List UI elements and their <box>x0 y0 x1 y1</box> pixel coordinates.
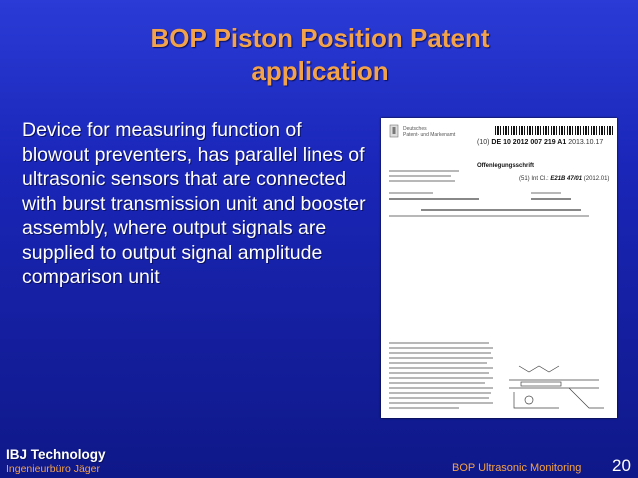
fine-print-line <box>389 175 451 177</box>
fine-print-line <box>389 170 459 172</box>
patent-office-line-2: Patent- und Markenamt <box>403 132 456 138</box>
patent-ipc-class: E21B 47/01 <box>550 176 583 182</box>
patent-office-line-1: Deutsches <box>403 126 427 132</box>
patent-number-date: 2013.10.17 <box>568 139 604 146</box>
patent-ipc <box>519 176 609 182</box>
fine-print-line <box>421 209 581 211</box>
abstract-line <box>389 372 489 374</box>
slide-body-text: Device for measuring function of blowout preventers, has parallel lines of ultrasonic sensors that are connected with burst transmission unit and booster assembly, where output signals are supplied to output signal amplitude comparison unit <box>22 119 366 288</box>
slide-title <box>60 22 580 88</box>
fine-print-line <box>531 192 561 194</box>
abstract-line <box>389 382 485 384</box>
abstract-line <box>389 347 493 349</box>
fine-print-line <box>389 198 479 200</box>
title-line-2: application <box>251 56 389 86</box>
abstract-line <box>389 392 491 394</box>
patent-number-prefix: (10) <box>477 139 490 146</box>
abstract-line <box>389 402 493 404</box>
page-number: 20 <box>612 456 631 475</box>
footer-subtitle: Ingenieurbüro Jäger <box>6 463 100 475</box>
abstract-line <box>389 377 493 379</box>
patent-ipc-prefix: (51) Int Cl.: <box>519 176 549 182</box>
fine-print-line <box>389 192 433 194</box>
fine-print-line <box>389 180 455 182</box>
footer-section-label: BOP Ultrasonic Monitoring <box>452 462 582 474</box>
patent-number-value: DE 10 2012 007 219 A1 <box>491 139 567 146</box>
patent-kind: Offenlegungsschrift <box>477 163 535 169</box>
abstract-line <box>389 362 487 364</box>
patent-drawing <box>499 358 613 414</box>
patent-document-image <box>381 118 617 418</box>
abstract-line <box>389 352 491 354</box>
abstract-line <box>389 342 489 344</box>
abstract-line <box>389 367 493 369</box>
eagle-seal-icon <box>388 124 400 138</box>
fine-print-line <box>531 198 571 200</box>
abstract-line <box>389 397 489 399</box>
patent-ipc-date: (2012.01) <box>583 176 610 182</box>
footer-brand: IBJ Technology <box>6 447 106 462</box>
abstract-line <box>389 357 493 359</box>
barcode <box>495 126 613 135</box>
fine-print-line <box>389 215 589 217</box>
abstract-line <box>389 387 493 389</box>
abstract-line <box>389 407 459 409</box>
patent-number <box>477 139 603 146</box>
patent-office-name <box>403 126 455 138</box>
title-line-1: BOP Piston Position Patent <box>150 23 490 53</box>
